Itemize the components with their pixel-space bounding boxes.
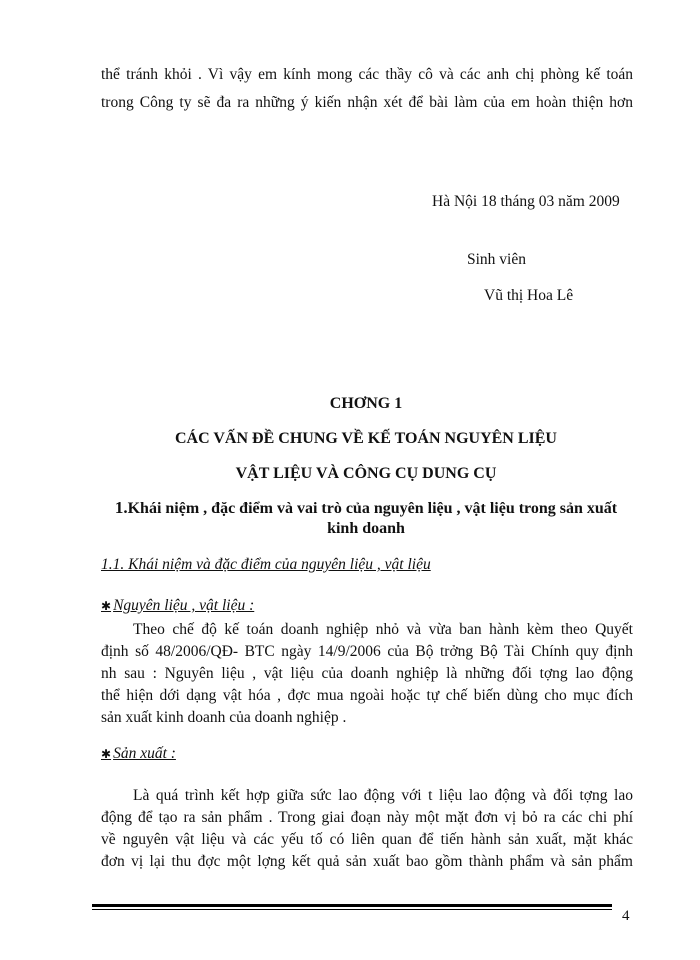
asterisk-bullet-icon: ✱ [101, 747, 112, 761]
nguyen-lieu-line-3: nh sau : Nguyên liệu , vật liệu của doanh nghiệp là những đối tợng lao động [101, 665, 633, 682]
item-san-xuat-title [101, 745, 176, 763]
section-1-title-line-1 [100, 498, 632, 518]
san-xuat-line-1: Là quá trình kết hợp giữa sức lao động với t liệu lao động và đối tợng lao [133, 787, 633, 804]
footer-rule-thin [92, 909, 612, 910]
subsection-1-1-title: 1.1. Khái niệm và đặc điểm của nguyên liệu , vật liệu [101, 556, 431, 573]
san-xuat-line-4: đơn vị lại thu đợc một lợng kết quả sản xuất bao gồm thành phẩm và sản phẩm [101, 853, 633, 870]
chapter-number: CHƠNG 1 [329, 395, 403, 412]
item-nguyen-lieu-title [101, 597, 254, 615]
footer-rule-thick [92, 904, 612, 907]
nguyen-lieu-line-4: thể hiện dới dạng vật hóa , đợc mua ngoài hoặc tự chế biến dùng cho mục đích [101, 687, 633, 704]
intro-line-1: thể tránh khỏi . Vì vậy em kính mong các thầy cô và các anh chị phòng kế toán [101, 66, 633, 83]
nguyen-lieu-line-2: định số 48/2006/QĐ- BTC ngày 14/9/2006 của Bộ trởng Bộ Tài Chính quy định [101, 643, 633, 660]
item-san-xuat-title-text: Sản xuất : [113, 745, 176, 762]
signature-name: Vũ thị Hoa Lê [484, 287, 574, 304]
section-1-number: 1. [114, 498, 128, 517]
intro-line-2: trong Công ty sẽ đa ra những ý kiến nhận xét để bài làm của em hoàn thiện hơn [101, 94, 633, 111]
nguyen-lieu-line-1: Theo chế độ kế toán doanh nghiệp nhỏ và vừa ban hành kèm theo Quyết [133, 621, 633, 638]
section-1-title-text: Khái niệm , đặc điểm và vai trò của nguyên liệu , vật liệu trong sản xuất [127, 500, 618, 517]
nguyen-lieu-line-5: sản xuất kinh doanh của doanh nghiệp . [101, 709, 347, 726]
san-xuat-line-2: động để tạo ra sản phẩm . Trong giai đoạn này một mặt đơn vị bỏ ra các chi phí [101, 809, 633, 826]
chapter-title-line-1: CÁC VẤN ĐỀ CHUNG VỀ KẾ TOÁN NGUYÊN LIỆU [175, 430, 557, 447]
signature-role: Sinh viên [467, 251, 526, 268]
place-date: Hà Nội 18 tháng 03 năm 2009 [432, 193, 620, 210]
chapter-title-line-2: VẬT LIỆU VÀ CÔNG CỤ DUNG CỤ [235, 465, 497, 482]
section-1-title-line-2: kinh doanh [327, 520, 405, 537]
asterisk-bullet-icon: ✱ [101, 599, 112, 613]
page-number: 4 [622, 908, 630, 924]
item-nguyen-lieu-title-text: Nguyên liệu , vật liệu : [113, 597, 255, 614]
san-xuat-line-3: về nguyên vật liệu và các yếu tố có liên quan để tiến hành sản xuất, mặt khác [101, 831, 633, 848]
